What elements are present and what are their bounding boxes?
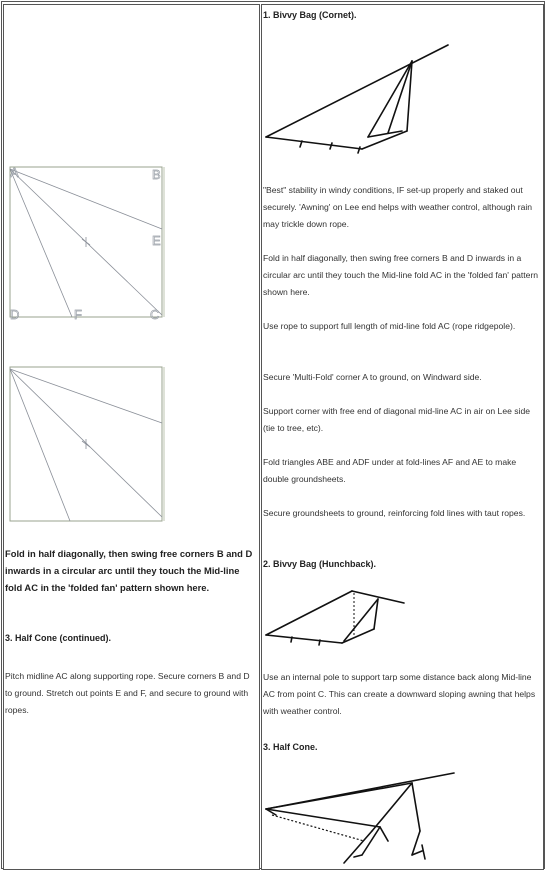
cornet-paragraph-6: Fold triangles ABE and ADF under at fold-lines AF and AE to make double groundsheets. (263, 457, 517, 484)
label-d: D (10, 307, 20, 322)
bivvy-hunchback-sketch (262, 585, 412, 649)
cornet-paragraph-2: Fold in half diagonally, then swing free corners B and D inwards in a circular arc until they touch the Mid-line fold AC in the 'folded fan' pattern shown here. (263, 253, 539, 297)
right-column (261, 4, 544, 870)
label-c: C (150, 307, 160, 322)
label-b: B (152, 167, 161, 182)
fold-diagram-labelled (6, 163, 166, 321)
half-cone-continued-heading: 3. Half Cone (continued). (5, 633, 112, 643)
cornet-paragraph-5: Support corner with free end of diagonal mid-line AC in air on Lee side (tie to tree, etc). (263, 406, 531, 433)
cornet-paragraph-3: Use rope to support full length of mid-line fold AC (rope ridgepole). (263, 321, 516, 331)
label-e: E (152, 233, 161, 248)
bivvy-cornet-heading: 1. Bivvy Bag (Cornet). (263, 10, 357, 20)
half-cone-continued-text: Pitch midline AC along supporting rope. Secure corners B and D to ground. Stretch out points E and F, and secure to ground with ropes. (5, 671, 250, 715)
caption-fold-instructions: Fold in half diagonally, then swing free corners B and D inwards in a circular arc until they touch the Mid-line fold AC in the 'folded fan' pattern shown here. (5, 548, 253, 593)
left-column (3, 4, 260, 870)
hunchback-paragraph: Use an internal pole to support tarp some distance back along Mid-line AC from point C. This can create a downward sloping awning that helps with weather control. (263, 672, 536, 716)
fold-diagram-plain (6, 363, 166, 525)
label-f: F (74, 307, 82, 322)
half-cone-heading: 3. Half Cone. (263, 742, 318, 752)
bivvy-cornet-sketch (262, 39, 452, 157)
half-cone-sketch (262, 769, 458, 869)
bivvy-hunchback-heading: 2. Bivvy Bag (Hunchback). (263, 559, 377, 569)
cornet-paragraph-7: Secure groundsheets to ground, reinforcing fold lines with taut ropes. (263, 508, 526, 518)
label-a: A (10, 165, 19, 180)
cornet-paragraph-4: Secure 'Multi-Fold' corner A to ground, on Windward side. (263, 372, 482, 382)
cornet-paragraph-1: "Best" stability in windy conditions, IF set-up properly and staked out securely. 'Awning' on Lee end helps with weather control, although rain may trickle down rope. (263, 185, 533, 229)
